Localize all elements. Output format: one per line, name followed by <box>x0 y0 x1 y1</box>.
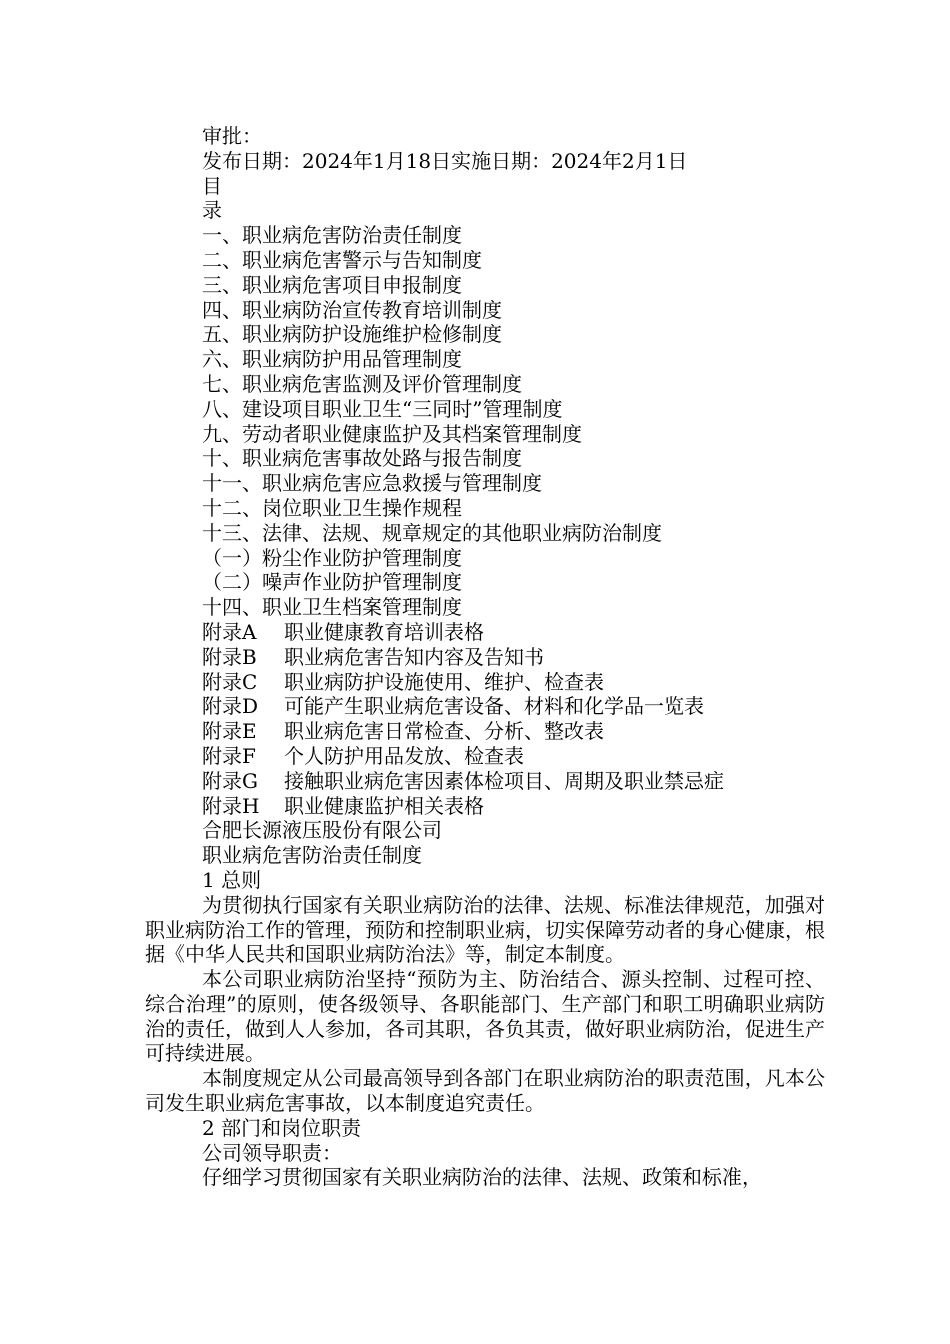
toc-item: （二）噪声作业防护管理制度 <box>202 570 462 595</box>
appendix-title: 职业病防护设施使用、维护、检查表 <box>284 669 604 694</box>
body-paragraph: 本公司职业病防治坚持“预防为主、防治结合、源头控制、过程可控、综合治理”的原则，使各级领导、各职能部门、生产部门和职工明确职业病防治的责任，做到人人参加，各司其职，各负其责，做好职业病防治，促进生产可持续进展。 <box>145 967 825 1066</box>
appendix-code: 附录E <box>202 719 257 744</box>
toc-item: 三、职业病危害项目申报制度 <box>202 272 462 297</box>
appendix-list <box>145 620 825 818</box>
company-name: 合肥长源液压股份有限公司 <box>202 818 442 843</box>
document-content <box>145 124 825 1190</box>
appendix-code: 附录H <box>202 793 260 818</box>
appendix-title: 个人防护用品发放、检查表 <box>284 743 524 768</box>
toc-item: 五、职业病防护设施维护检修制度 <box>202 322 502 347</box>
appendix-item <box>145 719 825 744</box>
toc-title-part-2: 录 <box>202 198 222 223</box>
toc-item: 一、职业病危害防治责任制度 <box>202 223 462 248</box>
appendix-item <box>145 645 825 670</box>
toc-item: 十三、法律、法规、规章规定的其他职业病防治制度 <box>202 520 662 545</box>
appendix-code: 附录D <box>202 694 259 719</box>
toc-item: 二、职业病危害警示与告知制度 <box>202 247 482 272</box>
document-title: 职业病危害防治责任制度 <box>202 843 422 868</box>
appendix-code: 附录C <box>202 669 258 694</box>
toc-item: 六、职业病防护用品管理制度 <box>202 347 462 372</box>
appendix-title: 职业病危害告知内容及告知书 <box>284 644 544 669</box>
toc-item: 九、劳动者职业健康监护及其档案管理制度 <box>202 421 582 446</box>
appendix-item <box>145 670 825 695</box>
toc-item: 八、建设项目职业卫生“三同时”管理制度 <box>202 396 563 421</box>
appendix-title: 职业健康教育培训表格 <box>284 619 484 644</box>
appendix-item <box>145 769 825 794</box>
toc-item: 十四、职业卫生档案管理制度 <box>202 595 462 620</box>
appendix-code: 附录A <box>202 619 257 644</box>
appendix-title: 职业病危害日常检查、分析、整改表 <box>284 719 604 744</box>
approval-line: 审批： <box>202 124 262 148</box>
appendix-title: 接触职业病危害因素体检项目、周期及职业禁忌症 <box>284 768 724 793</box>
toc-item: （一）粉尘作业防护管理制度 <box>202 545 462 570</box>
date-line: 发布日期：2024年1月18日实施日期：2024年2月1日 <box>202 148 688 173</box>
toc-item: 十、职业病危害事故处路与报告制度 <box>202 446 522 471</box>
appendix-item <box>145 794 825 819</box>
toc-item: 十二、岗位职业卫生操作规程 <box>202 495 462 520</box>
body-paragraph: 仔细学习贯彻国家有关职业病防治的法律、法规、政策和标准， <box>202 1165 762 1190</box>
toc-title-part-1: 目 <box>202 173 222 198</box>
appendix-code: 附录F <box>202 743 256 768</box>
table-of-contents <box>145 223 825 620</box>
body-paragraph: 本制度规定从公司最高领导到各部门在职业病防治的职责范围，凡本公司发生职业病危害事故，以本制度追究责任。 <box>145 1066 825 1116</box>
appendix-item <box>145 744 825 769</box>
appendix-item <box>145 694 825 719</box>
toc-item: 七、职业病危害监测及评价管理制度 <box>202 371 522 396</box>
subsection-heading: 公司领导职责： <box>202 1140 342 1165</box>
body-paragraph: 为贯彻执行国家有关职业病防治的法律、法规、标准法律规范，加强对职业病防治工作的管理，预防和控制职业病，切实保障劳动者的身心健康，根据《中华人民共和国职业病防治法》等，制定本制度。 <box>145 892 825 967</box>
appendix-code: 附录G <box>202 768 258 793</box>
section-heading: 2 部门和岗位职责 <box>202 1115 362 1140</box>
appendix-title: 职业健康监护相关表格 <box>284 793 484 818</box>
toc-item: 十一、职业病危害应急救援与管理制度 <box>202 471 542 496</box>
appendix-code: 附录B <box>202 644 257 669</box>
appendix-item <box>145 620 825 645</box>
toc-item: 四、职业病防治宣传教育培训制度 <box>202 297 502 322</box>
appendix-title: 可能产生职业病危害设备、材料和化学品一览表 <box>284 694 704 719</box>
section-heading: 1 总则 <box>202 867 262 892</box>
